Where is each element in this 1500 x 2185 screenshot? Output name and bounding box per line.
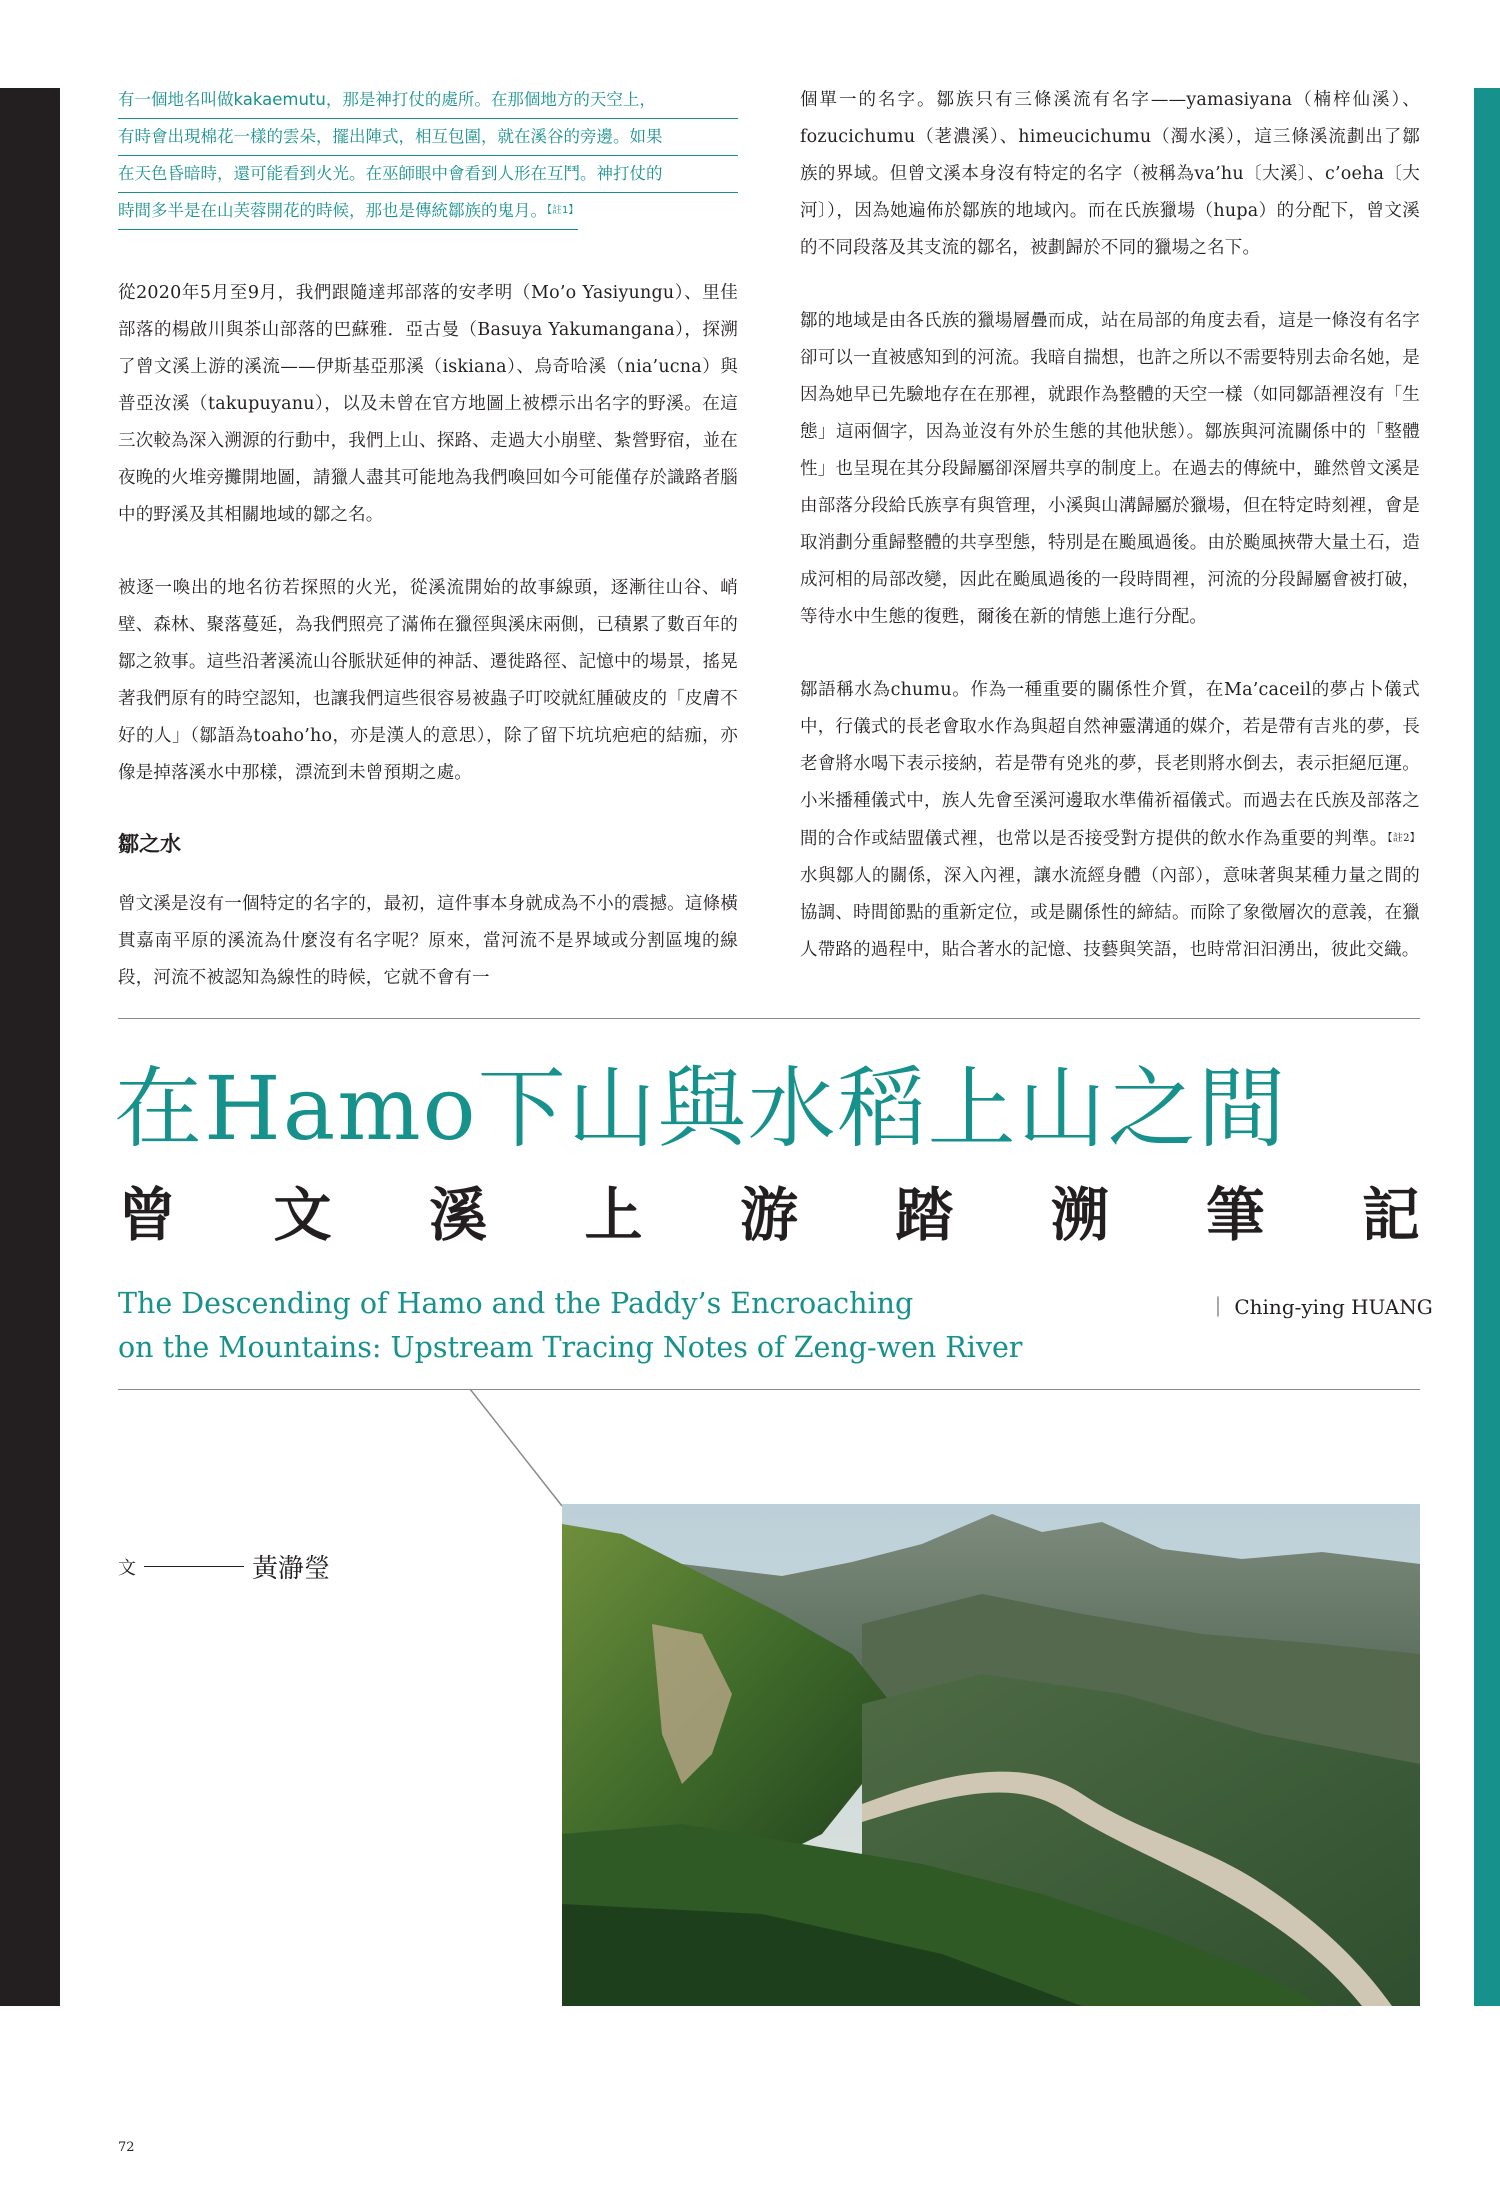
sub-title-char: 溪 [428,1181,487,1249]
author-english: ｜ Ching-ying HUANG [1208,1295,1433,1319]
sub-title-char: 記 [1361,1181,1420,1249]
sub-title-char: 上 [584,1181,643,1249]
paragraph-text: 水與鄒人的關係，深入內裡，讓水流經身體（內部），意味著與某種力量之間的協調、時間節點的重新定位，或是關係性的締結。而除了象徵層次的意義，在獵人帶路的過程中，貼合著水的記憶、技藝與笑語，也時常汩汩湧出，彼此交織。 [800,866,1420,960]
right-edge-bar [1474,88,1500,2006]
byline-dash [144,1566,244,1567]
quote-line: 有時會出現棉花一樣的雲朵，擺出陣式，相互包圍，就在溪谷的旁邊。如果 [118,119,738,156]
paragraph-text: 鄒語稱水為chumu。作為一種重要的關係性介質，在Ma’caceil的夢占卜儀式中，行儀式的長老會取水作為與超自然神靈溝通的媒介，若是帶有吉兆的夢，長老會將水喝下表示接納，若是帶有兇兆的夢，長老則將水倒去，表示拒絕厄運。小米播種儀式中，族人先會至溪河邊取水準備祈福儀式。而過去在氏族及部落之間的合作或結盟儀式裡，也常以是否接受對方提供的飲水作為重要的判準。 [800,680,1420,849]
english-title-line: The Descending of Hamo and the Paddy’s Encroaching [118,1287,914,1320]
section-heading: 鄒之水 [118,832,181,856]
river-valley-photo [562,1504,1420,2006]
body-paragraph: 被逐一喚出的地名彷若探照的火光，從溪流開始的故事線頭，逐漸往山谷、峭壁、森林、聚落蔓延，為我們照亮了滿佈在獵徑與溪床兩側，已積累了數百年的鄒之敘事。這些沿著溪流山谷脈狀延伸的神話、遷徙路徑、記憶中的場景，搖晃著我們原有的時空認知，也讓我們這些很容易被蟲子叮咬就紅腫破皮的「皮膚不好的人」（鄒語為toaho’ho，亦是漢人的意思），除了留下坑坑疤疤的結痂，亦像是掉落溪水中那樣，漂流到未曾預期之處。 [118,578,738,783]
body-paragraph [800,672,1420,969]
english-title-line: on the Mountains: Upstream Tracing Notes of Zeng-wen River [118,1331,1023,1364]
sub-title-char: 游 [739,1181,798,1249]
landscape-illustration [562,1504,1420,2006]
body-paragraph: 從2020年5月至9月，我們跟隨達邦部落的安孝明（Mo’o Yasiyungu）、里佳部落的楊啟川與茶山部落的巴蘇雅．亞古曼（Basuya Yakumangana），探溯了曾文溪上游的溪流——伊斯基亞那溪（iskiana）、烏奇哈溪（nia’ucna）與普亞汝溪（takupuyanu），以及未曾在官方地圖上被標示出名字的野溪。在這三次較為深入溯源的行動中，我們上山、探路、走過大小崩壁、紮營野宿，並在夜晚的火堆旁攤開地圖，請獵人盡其可能地為我們喚回如今可能僅存於識路者腦中的野溪及其相關地域的鄒之名。 [118,283,738,525]
byline-prefix: 文 [118,1557,136,1579]
quote-line [118,193,578,230]
quote-line-text: 時間多半是在山芙蓉開花的時候，那也是傳統鄒族的鬼月。 [118,201,547,220]
sub-title-char: 溯 [1050,1181,1109,1249]
byline [118,1548,330,1585]
sub-title [118,1180,1420,1250]
footnote-ref-2: 【註2】 [1387,833,1420,844]
byline-author: 黃瀞瑩 [252,1554,331,1584]
left-edge-bar [0,88,60,2006]
sub-title-char: 文 [273,1181,332,1249]
left-column [118,82,738,1033]
english-title [118,1282,1022,1370]
sub-title-char: 曾 [118,1181,177,1249]
divider-bottom [118,1389,1420,1390]
sub-title-char: 踏 [895,1181,954,1249]
body-paragraph: 個單一的名字。鄒族只有三條溪流有名字——yamasiyana（楠梓仙溪）、fozucichumu（荖濃溪）、himeucichumu（濁水溪），這三條溪流劃出了鄒族的界域。但曾文溪本身沒有特定的名字（被稱為va’hu〔大溪〕、c’oeha〔大河〕），因為她遍佈於鄒族的地域內。而在氏族獵場（hupa）的分配下，曾文溪的不同段落及其支流的鄒名，被劃歸於不同的獵場之名下。 [800,90,1420,258]
body-paragraph: 鄒的地域是由各氏族的獵場層疊而成，站在局部的角度去看，這是一條沒有名字卻可以一直被感知到的河流。我暗自揣想，也許之所以不需要特別去命名她，是因為她早已先驗地存在在那裡，就跟作為整體的天空一樣（如同鄒語裡沒有「生態」這兩個字，因為並沒有外於生態的其他狀態）。鄒族與河流關係中的「整體性」也呈現在其分段歸屬卻深層共享的制度上。在過去的傳統中，雖然曾文溪是由部落分段給氏族享有與管理，小溪與山溝歸屬於獵場，但在特定時刻裡，會是取消劃分重歸整體的共享型態，特別是在颱風過後。由於颱風挾帶大量土石，造成河相的局部改變，因此在颱風過後的一段時間裡，河流的分段歸屬會被打破，等待水中生態的復甦，爾後在新的情態上進行分配。 [800,311,1420,627]
body-paragraph: 曾文溪是沒有一個特定的名字的，最初，這件事本身就成為不小的震撼。這條橫貫嘉南平原的溪流為什麼沒有名字呢？原來，當河流不是界域或分割區塊的線段，河流不被認知為線性的時候，它就不會有一 [118,894,738,988]
quote-line: 有一個地名叫做kakaemutu，那是神打仗的處所。在那個地方的天空上， [118,82,738,119]
quote-line: 在天色昏暗時，還可能看到火光。在巫師眼中會看到人形在互鬥。神打仗的 [118,156,738,193]
footnote-ref-1: 【註1】 [547,205,579,216]
opening-quote [118,82,738,243]
right-column [800,82,1420,1005]
sub-title-char: 筆 [1206,1181,1265,1249]
main-title: 在Hamo下山與水稻上山之間 [114,1057,1288,1160]
divider-top [118,1018,1420,1019]
page-number: 72 [118,2140,135,2155]
